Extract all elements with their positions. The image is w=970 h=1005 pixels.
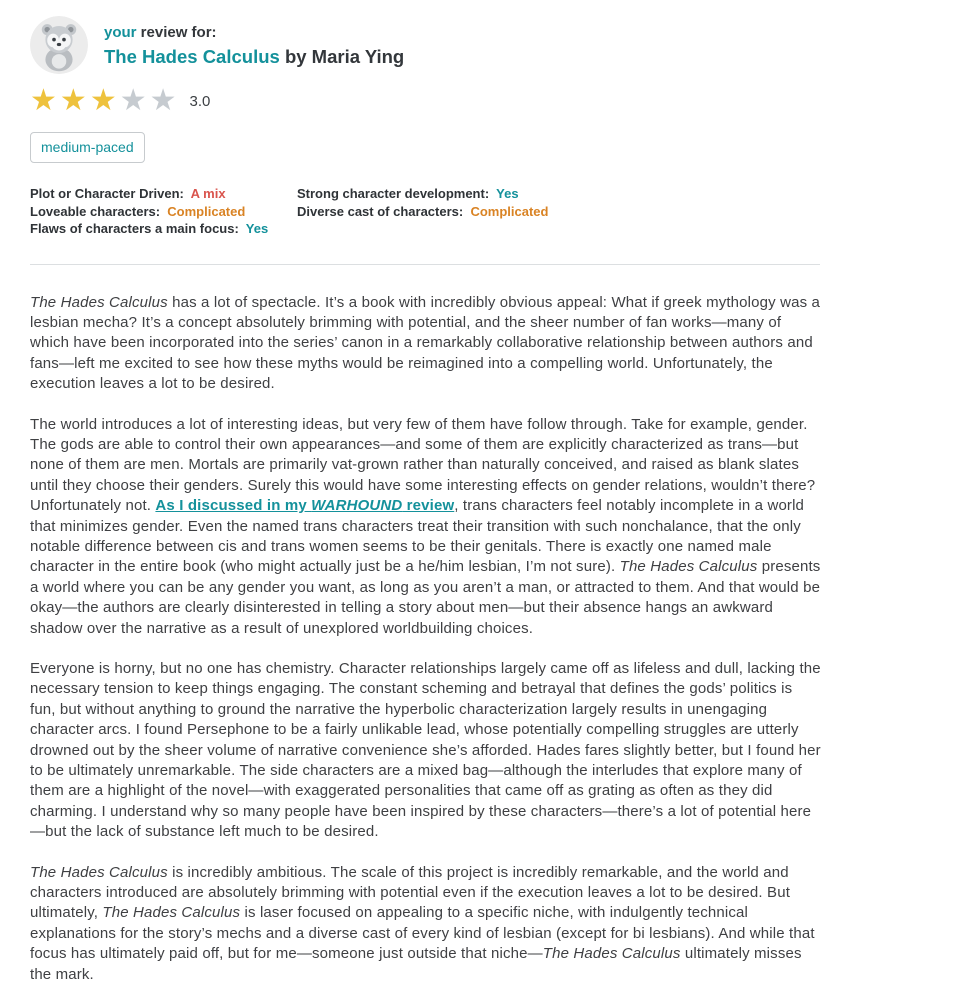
user-avatar[interactable]	[30, 16, 88, 74]
header-text	[104, 22, 404, 68]
attribute-row	[297, 185, 850, 203]
review-attributes	[30, 185, 850, 238]
divider	[30, 264, 820, 265]
review-intro-rest: review for:	[136, 24, 217, 41]
attribute-row	[30, 203, 297, 221]
attribute-label: Flaws of characters a main focus:	[30, 221, 246, 236]
attribute-value: Complicated	[470, 203, 549, 219]
star-filled-icon: ★	[89, 84, 120, 117]
pace-badge: medium-paced	[30, 132, 145, 163]
review-text: has a lot of spectacle. It’s a book with incredibly obvious appeal: What if greek mythology was a lesbian mecha? It’s a concept absolutely brimming with potential, and the sheer number of fan works—many of which have been incorporated into the series’ canon in a remarkably collaborative relationship between authors and fans—left me excited to see how these myths would be reimagined into a compelling world. Unfortunately, the execution leaves a lot to be desired.	[30, 293, 821, 393]
attribute-value: A mix	[190, 186, 226, 201]
review-text: Everyone is horny, but no one has chemistry. Character relationships largely came off as lifeless and dull, lacking the necessary tension to keep things engaging. The constant scheming and betrayal that defines the gods’ politics is fun, but without anything to ground the narrative the hyperbolic characterization largely results in unengaging character arcs. I found Persephone to be a fairly unlikable lead, whose potentially compelling struggles are utterly drowned out by the sheer volume of narrative convenience she’s afforded. Hades fares slightly better, but I found her to be ultimately unremarkable. The side characters are a mixed bag—although the interludes that explore many of them are a highlight of the novel—with exaggerated personalities that came off as grating as often as they did charming. I understand why so many people have been inspired by these characters—there’s a lot of potential here—but the lack of substance left much to be desired.	[30, 660, 821, 841]
rating-row	[30, 86, 850, 116]
book-line	[104, 46, 404, 68]
book-title-italic: The Hades Calculus	[542, 945, 681, 963]
warhound-review-link[interactable]: WARHOUND	[311, 497, 403, 515]
review-text: ultimately misses the mark.	[30, 945, 802, 983]
star-filled-icon: ★	[30, 84, 60, 117]
warhound-review-link[interactable]: review	[402, 497, 455, 515]
review-body	[30, 293, 822, 986]
rating-value: 3.0	[189, 92, 211, 110]
star-empty-icon: ★	[149, 84, 180, 117]
avatar-raccoon-icon	[30, 16, 88, 74]
attribute-label: Strong character development:	[297, 186, 497, 201]
attribute-row	[297, 203, 850, 221]
attributes-column-left	[30, 185, 297, 238]
review-text: is incredibly ambitious. The scale of this project is incredibly remarkable, and the world and characters introduced are absolutely brimming with potential even if the execution leaves a lot to be desired. But ultimately,	[30, 863, 791, 922]
review-text: is laser focused on appealing to a specific niche, with indulgently technical explanations for the story’s mechs and a diverse cast of every kind of lesbian (except for bi lesbians). And while that focus has ultimately paid off, but for me—someone just outside that niche—	[30, 904, 815, 963]
book-author: by Maria Ying	[279, 46, 405, 67]
star-rating	[30, 86, 180, 116]
review-header	[30, 16, 850, 74]
attribute-row	[30, 185, 297, 203]
book-title-italic: The Hades Calculus	[619, 558, 758, 576]
review-paragraph	[30, 863, 822, 985]
review-text: presents a world where you can be any gender you want, as long as you aren’t a man, or attracted to them. And that would be okay—the authors are clearly disinterested in telling a story about men—but their absence hangs an awkward shadow over the narrative as a result of unexplored worldbuilding choices.	[30, 558, 821, 637]
book-title-link[interactable]: The Hades Calculus	[104, 46, 280, 67]
review-paragraph	[30, 659, 822, 843]
book-title-italic: The Hades Calculus	[30, 293, 168, 311]
star-filled-icon: ★	[59, 84, 90, 117]
warhound-review-link[interactable]: As I discussed in my	[155, 497, 312, 515]
attributes-column-right	[297, 185, 850, 238]
review-paragraph	[30, 415, 822, 639]
book-title-italic: The Hades Calculus	[102, 904, 241, 922]
star-empty-icon: ★	[119, 84, 150, 117]
review-paragraph	[30, 293, 822, 395]
review-text: The world introduces a lot of interesting ideas, but very few of them have follow through. Take for example, gender. The gods are able to control their own appearances—and some of them are explicitly characterized as trans—but none of them are men. Mortals are primarily vat-grown rather than naturally conceived, and raised as blank slates until they choose their genders. Surely this would have some interesting effects on gender relations, wouldn’t there? Unfortunately not.	[30, 415, 816, 515]
attribute-value: Yes	[245, 221, 269, 236]
attribute-label: Diverse cast of characters:	[297, 203, 471, 219]
review-intro	[104, 24, 404, 41]
attribute-label: Plot or Character Driven:	[30, 186, 191, 201]
review-text: , trans characters feel notably incomplete in a world that minimizes gender. Even the named trans characters treat their transition with such nonchalance, that the only notable difference between cis and trans women seems to be their genitals. There is exactly one named male character in the entire book (who might actually just be a he/him lesbian, I’m not sure).	[30, 497, 805, 576]
attribute-value: Yes	[496, 186, 519, 201]
attribute-label: Loveable characters:	[30, 203, 168, 219]
book-title-italic: The Hades Calculus	[30, 863, 168, 881]
attribute-row	[30, 220, 297, 238]
attribute-value: Complicated	[167, 203, 246, 219]
review-intro-highlight: your	[104, 24, 137, 41]
